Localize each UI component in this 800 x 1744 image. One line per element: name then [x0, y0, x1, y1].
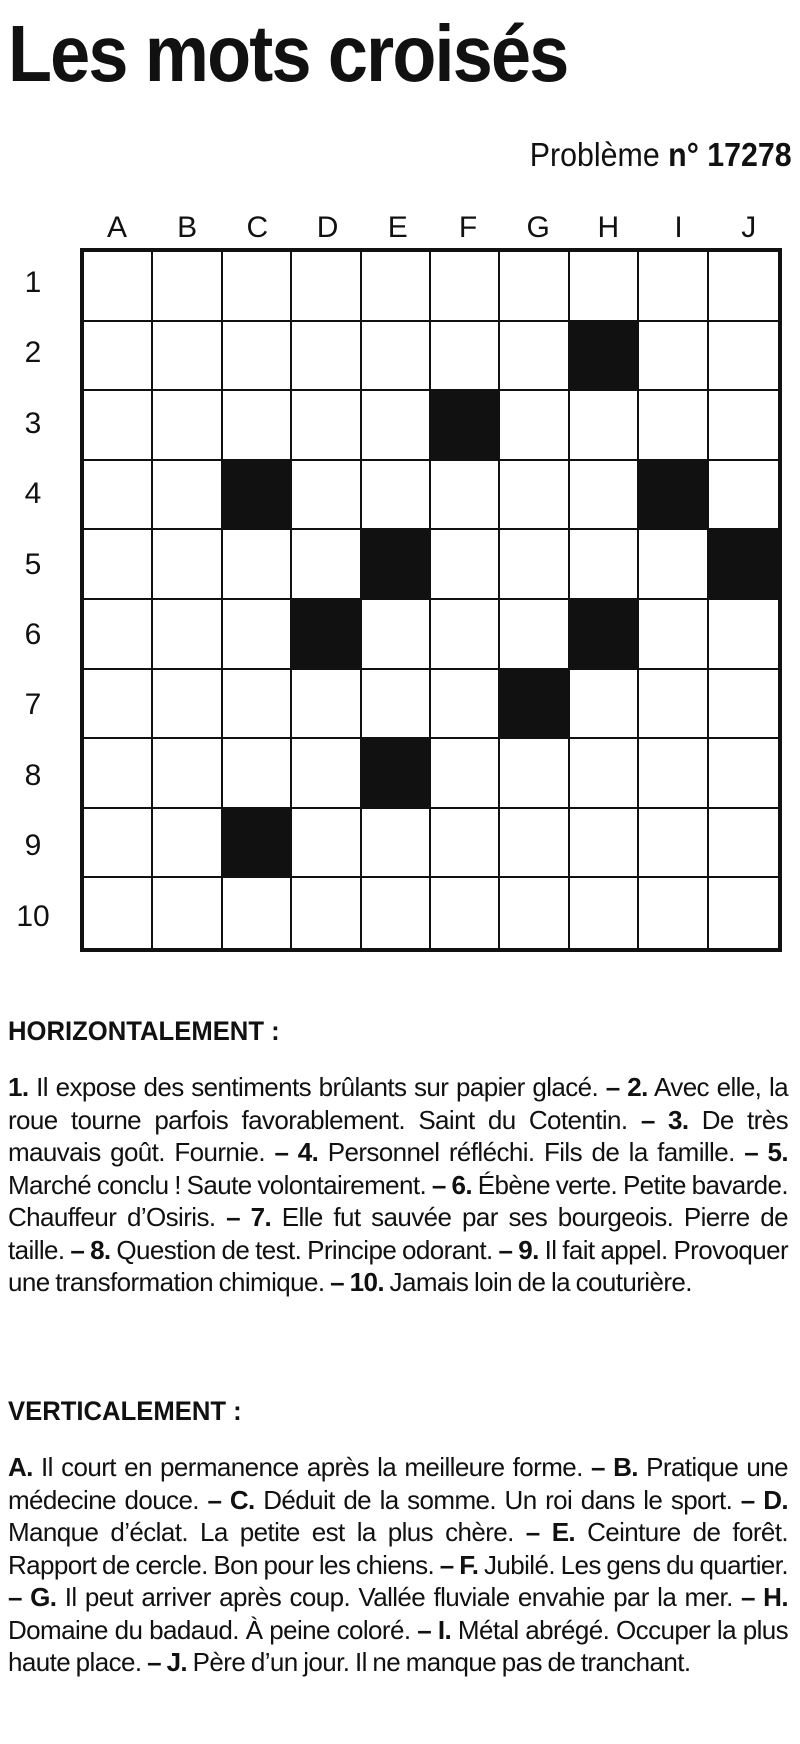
column-label: D: [316, 211, 339, 244]
grid-cell[interactable]: [431, 878, 500, 948]
clue-number: – H.: [741, 1582, 788, 1612]
crossword-grid-cells: [84, 252, 778, 948]
column-label: I: [674, 211, 683, 244]
grid-cell[interactable]: [500, 739, 569, 809]
grid-cell[interactable]: [84, 600, 153, 670]
black-cell: [709, 530, 778, 600]
row-label: 8: [24, 758, 42, 792]
page-title: Les mots croisés: [8, 9, 568, 98]
grid-cell[interactable]: [153, 809, 222, 879]
grid-cell[interactable]: [362, 252, 431, 322]
grid-cell[interactable]: [292, 809, 361, 879]
clue-number: – 5.: [744, 1137, 788, 1167]
grid-cell[interactable]: [84, 322, 153, 392]
row-label: 6: [24, 618, 42, 651]
black-cell: [362, 739, 431, 809]
crossword-grid: [80, 248, 782, 952]
black-cell: [292, 600, 361, 670]
clue-number: – J.: [147, 1647, 188, 1677]
grid-cell[interactable]: [223, 391, 292, 461]
row-label: 3: [24, 406, 42, 440]
grid-cell[interactable]: [223, 739, 292, 809]
grid-cell[interactable]: [362, 878, 431, 948]
grid-cell[interactable]: [153, 461, 222, 531]
row-label: 7: [24, 688, 42, 722]
clue-number: – 7.: [226, 1202, 272, 1232]
clue-number: – 3.: [640, 1104, 689, 1135]
grid-cell[interactable]: [292, 670, 361, 740]
clue-text: Personnel réfléchi. Fils de la famille.: [318, 1137, 745, 1167]
clue-number: – 8.: [70, 1234, 111, 1265]
grid-cell[interactable]: [500, 322, 569, 392]
grid-cell[interactable]: [431, 670, 500, 740]
clue-number: – 2.: [605, 1072, 648, 1102]
grid-cell[interactable]: [292, 878, 361, 948]
grid-cell[interactable]: [431, 252, 500, 322]
grid-cell[interactable]: [639, 530, 708, 600]
grid-cell[interactable]: [709, 739, 778, 809]
grid-cell[interactable]: [500, 809, 569, 879]
black-cell: [570, 322, 639, 392]
grid-cell[interactable]: [223, 600, 292, 670]
column-label: A: [106, 211, 127, 244]
grid-cell[interactable]: [709, 600, 778, 670]
row-label: 5: [24, 547, 42, 581]
clue-text: De très mauvais goût. Fournie.: [8, 1104, 788, 1167]
clue-text: Il court en permanence après la meilleure forme.: [32, 1452, 591, 1482]
grid-cell[interactable]: [84, 739, 153, 809]
column-label: J: [741, 211, 757, 244]
clue-text: Question de test. Principe odorant.: [110, 1234, 499, 1265]
clue-text: Manque d’éclat. La petite est la plus chère.: [8, 1517, 526, 1547]
clue-number: – C.: [207, 1484, 255, 1515]
column-label: H: [597, 211, 620, 244]
grid-cell[interactable]: [639, 322, 708, 392]
clue-text: Il peut arriver après coup. Vallée fluviale envahie par la mer.: [56, 1582, 742, 1612]
grid-cell[interactable]: [570, 809, 639, 879]
grid-cell[interactable]: [153, 670, 222, 740]
row-label: 1: [24, 266, 42, 299]
grid-cell[interactable]: [709, 670, 778, 740]
clue-text: Il fait appel. Provoquer une transformation chimique.: [8, 1234, 788, 1297]
clue-text: Jamais loin de la couturière.: [383, 1267, 692, 1297]
problem-prefix: Problème: [530, 136, 661, 173]
grid-cell[interactable]: [431, 809, 500, 879]
black-cell: [223, 809, 292, 879]
grid-cell[interactable]: [570, 739, 639, 809]
grid-cell[interactable]: [292, 461, 361, 531]
column-label: F: [458, 211, 478, 244]
clue-number: – B.: [591, 1452, 638, 1482]
grid-cell[interactable]: [84, 391, 153, 461]
clue-text: Il expose des sentiments brûlants sur papier glacé.: [28, 1072, 606, 1102]
grid-cell[interactable]: [84, 530, 153, 600]
grid-cell[interactable]: [500, 530, 569, 600]
grid-cell[interactable]: [292, 530, 361, 600]
grid-cell[interactable]: [500, 252, 569, 322]
grid-cell[interactable]: [362, 600, 431, 670]
grid-cell[interactable]: [431, 530, 500, 600]
grid-cell[interactable]: [639, 600, 708, 670]
clue-text: Avec elle, la roue tourne parfois favorablement. Saint du Cotentin.: [8, 1072, 789, 1135]
clue-number: – E.: [525, 1517, 576, 1547]
grid-cell[interactable]: [570, 670, 639, 740]
grid-cell[interactable]: [153, 878, 222, 948]
grid-cell[interactable]: [431, 322, 500, 392]
column-label: C: [246, 211, 269, 244]
row-label: 9: [24, 829, 42, 863]
clue-text: Jubilé. Les gens du quartier.: [478, 1549, 788, 1580]
grid-cell[interactable]: [84, 809, 153, 879]
grid-cell[interactable]: [223, 670, 292, 740]
grid-cell[interactable]: [639, 670, 708, 740]
grid-cell[interactable]: [362, 461, 431, 531]
grid-cell[interactable]: [709, 461, 778, 531]
grid-cell[interactable]: [84, 252, 153, 322]
grid-cell[interactable]: [570, 391, 639, 461]
clue-text: Elle fut sauvée par ses bourgeois. Pierre de taille.: [8, 1202, 788, 1265]
grid-cell[interactable]: [639, 252, 708, 322]
clue-number: 1.: [8, 1072, 29, 1102]
black-cell: [500, 670, 569, 740]
problem-number: [530, 138, 792, 171]
clue-number: – I.: [417, 1614, 452, 1645]
grid-cell[interactable]: [84, 670, 153, 740]
vertical-clues: [8, 1451, 788, 1679]
grid-cell[interactable]: [500, 391, 569, 461]
clue-text: Ceinture de forêt. Rapport de cercle. Bon pour les chiens.: [8, 1517, 788, 1580]
grid-cell[interactable]: [639, 809, 708, 879]
grid-cell[interactable]: [639, 391, 708, 461]
grid-cell[interactable]: [639, 878, 708, 948]
horizontal-clues: [8, 1071, 788, 1299]
black-cell: [570, 600, 639, 670]
black-cell: [639, 461, 708, 531]
grid-cell[interactable]: [84, 878, 153, 948]
grid-cell[interactable]: [292, 322, 361, 392]
clue-text: Métal abrégé. Occuper la plus haute place.: [8, 1614, 789, 1677]
grid-cell[interactable]: [84, 461, 153, 531]
row-label: 4: [24, 477, 42, 511]
row-label: 2: [24, 336, 42, 370]
grid-cell[interactable]: [223, 252, 292, 322]
grid-cell[interactable]: [500, 878, 569, 948]
grid-cell[interactable]: [431, 739, 500, 809]
grid-cell[interactable]: [362, 322, 431, 392]
grid-cell[interactable]: [223, 322, 292, 392]
clue-number: – 9.: [498, 1234, 539, 1265]
grid-cell[interactable]: [709, 252, 778, 322]
grid-cell[interactable]: [500, 461, 569, 531]
grid-cell[interactable]: [153, 530, 222, 600]
grid-cell[interactable]: [362, 809, 431, 879]
clue-text: Domaine du badaud. À peine coloré.: [8, 1614, 418, 1645]
grid-cell[interactable]: [153, 322, 222, 392]
grid-cell[interactable]: [292, 252, 361, 322]
grid-cell[interactable]: [431, 600, 500, 670]
clue-text: Ébène verte. Petite bavarde. Chauffeur d’Osiris.: [8, 1169, 788, 1232]
row-label: 10: [16, 899, 50, 933]
clue-number: – G.: [8, 1582, 57, 1612]
grid-cell[interactable]: [500, 600, 569, 670]
clue-text: Déduit de la somme. Un roi dans le sport.: [254, 1484, 741, 1515]
black-cell: [431, 391, 500, 461]
grid-cell[interactable]: [709, 391, 778, 461]
grid-cell[interactable]: [292, 739, 361, 809]
grid-cell[interactable]: [639, 739, 708, 809]
black-cell: [223, 461, 292, 531]
black-cell: [362, 530, 431, 600]
column-label: B: [177, 211, 198, 244]
clue-text: Père d’un jour. Il ne manque pas de tranchant.: [187, 1647, 691, 1677]
clue-number: – 6.: [431, 1169, 472, 1200]
grid-cell[interactable]: [153, 600, 222, 670]
grid-cell[interactable]: [223, 878, 292, 948]
clue-text: Marché conclu ! Saute volontairement.: [8, 1169, 432, 1200]
clue-number: A.: [8, 1452, 33, 1482]
column-label: G: [526, 211, 550, 244]
grid-cell[interactable]: [709, 878, 778, 948]
grid-cell[interactable]: [570, 461, 639, 531]
grid-cell[interactable]: [362, 391, 431, 461]
grid-cell[interactable]: [153, 252, 222, 322]
grid-cell[interactable]: [570, 530, 639, 600]
grid-cell[interactable]: [153, 739, 222, 809]
grid-cell[interactable]: [153, 391, 222, 461]
grid-cell[interactable]: [570, 252, 639, 322]
grid-cell[interactable]: [362, 670, 431, 740]
horizontal-title: HORIZONTALEMENT :: [8, 1016, 280, 1046]
clue-number: – 4.: [274, 1137, 319, 1167]
grid-cell[interactable]: [709, 809, 778, 879]
clue-text: Pratique une médecine douce.: [8, 1452, 788, 1515]
clue-number: – F.: [439, 1549, 479, 1580]
vertical-title: VERTICALEMENT :: [8, 1396, 242, 1426]
column-label: E: [387, 211, 408, 244]
grid-cell[interactable]: [223, 530, 292, 600]
grid-cell[interactable]: [292, 391, 361, 461]
clue-number: – D.: [740, 1484, 788, 1515]
grid-cell[interactable]: [709, 322, 778, 392]
grid-cell[interactable]: [570, 878, 639, 948]
problem-id: n° 17278: [668, 136, 792, 173]
grid-cell[interactable]: [431, 461, 500, 531]
clue-number: – 10.: [330, 1267, 384, 1297]
